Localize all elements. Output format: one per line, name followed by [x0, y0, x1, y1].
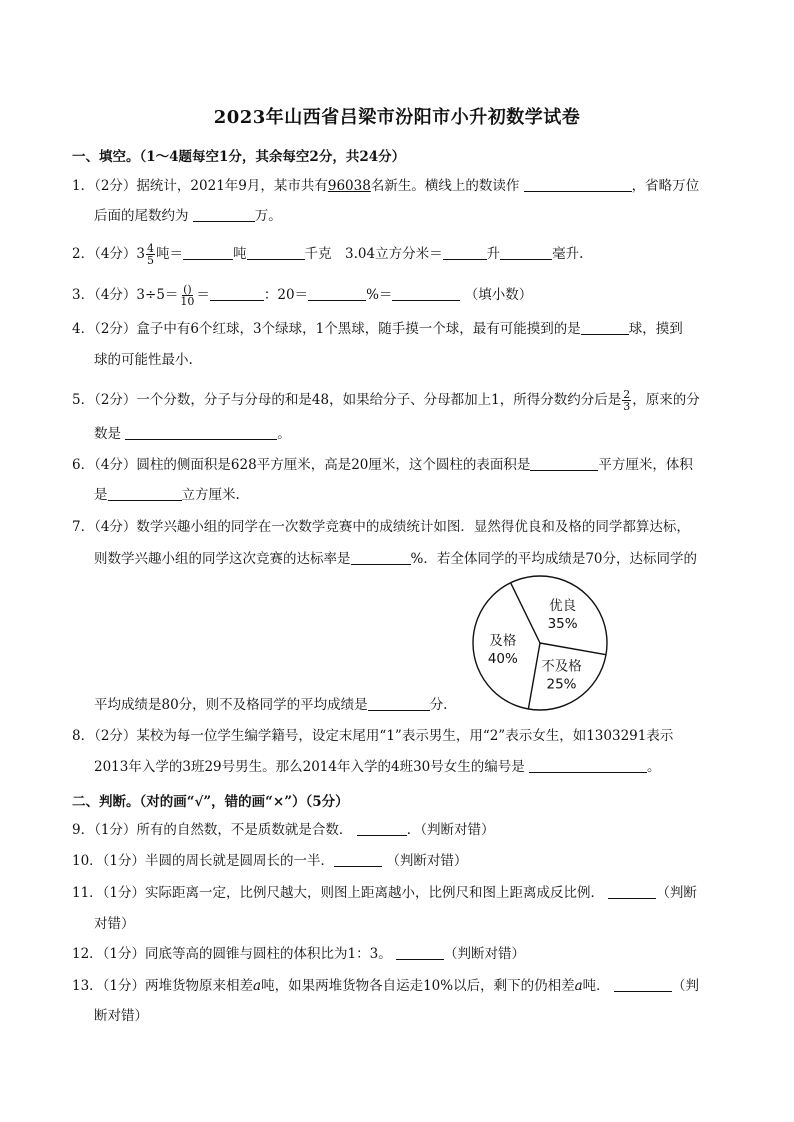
q6-text-a: 6．（4分）圆柱的侧面积是628平方厘米，高是20厘米，这个圆柱的表面积是 [72, 457, 531, 473]
score-pie-chart [465, 568, 615, 718]
q3-text-b: ＝ [196, 287, 210, 303]
question-4-line-2: 球的可能性最小. [94, 352, 193, 368]
q8-text-c: 。 [647, 759, 661, 775]
q10-text-b: （判断对错） [386, 853, 468, 869]
q3-fraction-numerator: () [183, 283, 192, 296]
q1-text-c: ，省略万位 [631, 178, 700, 194]
q7-text-b: 则数学兴趣小组的同学这次竞赛的达标率是 [94, 551, 351, 567]
q3-answer-blank-2[interactable] [308, 286, 366, 301]
q13-text-b: 吨，如果两堆货物各自运走10%以后，剩下的仍相差 [261, 978, 575, 994]
q5-fraction-denominator: 3 [623, 400, 631, 413]
q3-answer-blank-3[interactable] [392, 286, 460, 301]
q8-text-b: 2013年入学的3班29号男生。那么2014年入学的4班30号女生的编号是 [94, 759, 525, 775]
q6-answer-blank-1[interactable] [530, 456, 598, 471]
question-10 [72, 851, 467, 871]
question-11 [72, 883, 697, 903]
pie-slice-value-2: 40% [487, 651, 518, 668]
q12-answer-blank[interactable] [396, 945, 444, 960]
q4-text-a: 4．（2分）盒子中有6个红球，3个绿球，1个黑球，随手摸一个球，最有可能摸到的是 [72, 321, 581, 337]
question-13 [72, 976, 699, 996]
q10-text-a: 10．（1分）半圆的周长就是圆周长的一半． [72, 853, 335, 869]
q3-fraction [179, 284, 195, 307]
q2-answer-blank-1[interactable] [183, 245, 233, 260]
q7-answer-blank-1[interactable] [351, 550, 411, 565]
q13-answer-blank[interactable] [614, 977, 672, 992]
q2-text-d: 千克 3.04立方分米＝ [304, 246, 443, 262]
question-1 [72, 176, 699, 196]
q1-text-b: 名新生。横线上的数读作 [370, 178, 520, 194]
q13-variable-a-1: a [253, 978, 262, 994]
question-1-line-2 [94, 206, 282, 226]
q1-text-e: 万。 [254, 208, 282, 224]
q6-text-b: 平方厘米，体积 [598, 457, 693, 473]
q2-text-e: 升 [486, 246, 501, 262]
section-fill-in-heading: 一、填空。（1～4题每空1分，其余每空2分，共24分） [72, 149, 406, 165]
q13-text-d: （判 [671, 978, 699, 994]
q5-text-b: ，原来的分 [632, 392, 700, 408]
q2-fraction-denominator: 5 [147, 254, 155, 267]
q9-text-b: ．（判断对错） [406, 822, 495, 838]
q7-text-c: %．若全体同学的平均成绩是70分，达标同学的 [410, 551, 698, 567]
q3-text-c: ：20＝ [263, 287, 309, 303]
q11-text-b: （判断 [656, 885, 697, 901]
question-8-line-2 [94, 757, 661, 777]
q2-fraction-numerator: 4 [147, 242, 155, 255]
q12-text-b: （判断对错） [444, 946, 525, 962]
q1-answer-blank-1[interactable] [524, 177, 632, 192]
question-6 [72, 455, 693, 475]
q7-text-e: 分. [429, 697, 448, 713]
q3-text-a: 3．（4分）3÷5＝ [72, 287, 179, 303]
q5-fraction-numerator: 2 [623, 388, 631, 401]
q3-answer-blank-1[interactable] [210, 286, 264, 301]
question-7: 7．（4分）数学兴趣小组的同学在一次数学竞赛中的成绩统计如图．显然得优良和及格的同学都算达标， [72, 519, 690, 535]
question-9 [72, 820, 494, 840]
q1-text-a: 1．（2分）据统计，2021年9月，某市共有 [72, 178, 328, 194]
q12-text-a: 12．（1分）同底等高的圆锥与圆柱的体积比为1：3。 [72, 946, 392, 962]
q2-answer-blank-2[interactable] [247, 245, 305, 260]
pie-slice-label-1: 不及格 [541, 658, 582, 675]
q5-text-c: 数是 [94, 426, 121, 442]
section-judge-heading: 二、判断。（对的画“√”，错的画“×”）（5分） [72, 794, 349, 810]
q9-text-a: 9．（1分）所有的自然数，不是质数就是合数． [72, 822, 353, 838]
q13-text-c: 吨． [582, 978, 610, 994]
question-5 [72, 389, 700, 412]
pie-slice-label-0: 优良 [549, 598, 577, 615]
q7-answer-blank-2[interactable] [368, 696, 430, 711]
q2-answer-blank-3[interactable] [443, 245, 487, 260]
q2-text-b: 吨＝ [156, 246, 184, 262]
q2-fraction [146, 243, 155, 266]
question-5-line-2 [94, 424, 291, 444]
q11-answer-blank[interactable] [608, 884, 656, 899]
question-7-line-3 [94, 695, 447, 715]
q5-text-a: 5．（2分）一个分数，分子与分母的和是48，如果给分子、分母都加上1，所得分数约分后是 [72, 392, 622, 408]
question-6-line-2 [94, 485, 240, 505]
question-11-line-2: 对错） [94, 916, 135, 932]
pie-slice-value-1: 25% [546, 676, 577, 693]
question-7-line-2 [94, 549, 697, 569]
q2-text-c: 吨 [233, 246, 247, 262]
q4-answer-blank[interactable] [581, 320, 629, 335]
question-13-line-2: 断对错） [94, 1008, 148, 1024]
pie-slice-label-2: 及格 [489, 633, 517, 650]
q13-text-a: 13．（1分）两堆货物原来相差 [72, 978, 254, 994]
q11-text-a: 11．（1分）实际距离一定，比例尺越大，则图上距离越小，比例尺和图上距离成反比例． [72, 885, 605, 901]
q2-text-a: 2．（4分）3 [72, 246, 146, 262]
q2-answer-blank-4[interactable] [500, 245, 552, 260]
q6-text-c: 是 [94, 487, 108, 503]
q2-text-f: 毫升. [552, 246, 584, 262]
pie-boundary-1 [540, 643, 606, 655]
q6-answer-blank-2[interactable] [108, 486, 182, 501]
question-4 [72, 319, 683, 339]
page-title: 2023年山西省吕梁市汾阳市小升初数学试卷 [213, 107, 581, 128]
q4-text-b: 球，摸到 [628, 321, 683, 337]
q6-text-d: 立方厘米. [181, 487, 240, 503]
q8-answer-blank[interactable] [529, 758, 647, 773]
q5-fraction [622, 389, 631, 412]
question-12 [72, 944, 525, 964]
pie-boundary-2 [528, 643, 540, 709]
q3-fraction-denominator: 10 [180, 295, 195, 308]
q13-variable-a-2: a [574, 978, 583, 994]
q7-text-d: 平均成绩是80分，则不及格同学的平均成绩是 [94, 697, 368, 713]
question-2 [72, 243, 583, 266]
q5-text-d: 。 [277, 426, 291, 442]
q5-answer-blank[interactable] [125, 425, 277, 440]
q3-text-d: %＝ [366, 287, 393, 303]
q9-answer-blank[interactable] [357, 821, 407, 836]
q1-answer-blank-2[interactable] [193, 207, 255, 222]
question-3 [72, 284, 532, 307]
q10-answer-blank[interactable] [334, 852, 382, 867]
q1-text-d: 后面的尾数约为 [94, 208, 189, 224]
pie-slice-value-0: 35% [547, 616, 578, 633]
q3-text-e: （填小数） [464, 287, 533, 303]
question-8: 8．（2分）某校为每一位学生编学籍号，设定末尾用“1”表示男生，用“2”表示女生，如1303291表示 [72, 728, 674, 744]
q1-number: 96038 [327, 178, 371, 194]
